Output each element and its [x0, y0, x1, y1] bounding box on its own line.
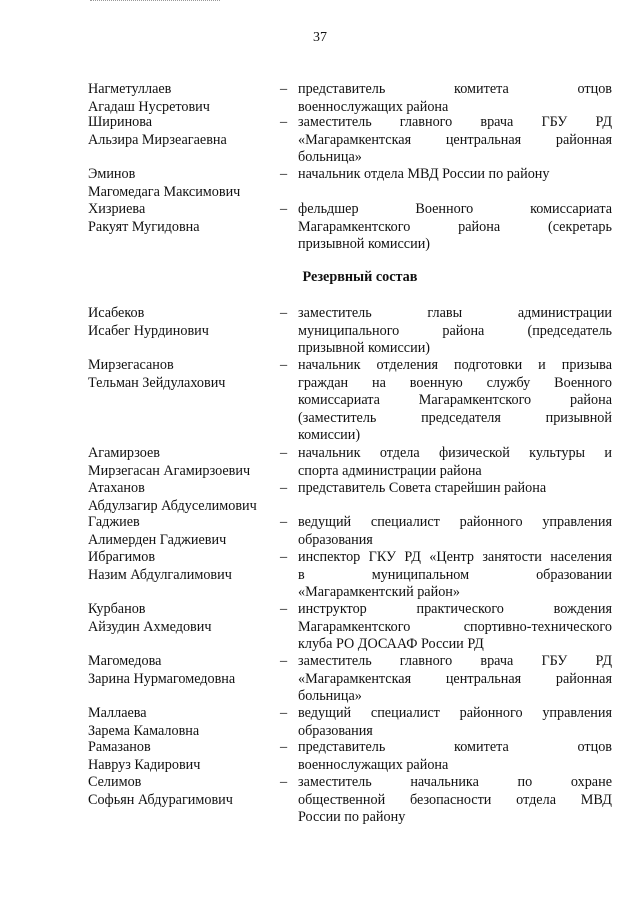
dash-separator: – [280, 201, 288, 217]
position-line: клуба РО ДОСААФ России РД [298, 636, 484, 652]
member-surname: Курбанов [88, 601, 146, 617]
member-position [298, 705, 612, 740]
position-line: фельдшер Военного комиссариата [298, 201, 612, 217]
reserve-section-title: Резервный состав [302, 269, 418, 285]
position-line: военнослужащих района [298, 756, 449, 773]
member-position [298, 774, 612, 827]
member-position [298, 81, 612, 116]
member-surname: Ширинова [88, 114, 153, 130]
position-line: общественной безопасности отдела МВД [298, 791, 612, 808]
dash-separator: – [280, 114, 288, 130]
position-line: больница» [298, 149, 362, 165]
dash-separator: – [280, 705, 288, 721]
dash-separator: – [280, 739, 288, 755]
member-given-name: Исабег Нурдинович [88, 322, 209, 339]
member-entry [88, 114, 612, 174]
scan-artifact [90, 0, 220, 3]
position-line: (заместитель председателя призывной [298, 409, 612, 426]
member-name [88, 305, 278, 340]
position-line: призывной комиссии) [298, 236, 431, 252]
member-surname: Рамазанов [88, 739, 151, 755]
position-line: представитель комитета отцов [298, 739, 612, 755]
member-name [88, 549, 278, 584]
position-line: ведущий специалист районного управления [298, 514, 612, 530]
member-position [298, 739, 612, 774]
dash-separator: – [280, 653, 288, 669]
member-surname: Мирзегасанов [88, 357, 174, 373]
member-given-name: Зарема Камаловна [88, 722, 200, 739]
member-name [88, 705, 278, 740]
member-position [298, 357, 612, 445]
member-name [88, 601, 278, 636]
position-line: «Магарамкентская центральная районная [298, 670, 612, 687]
member-entry [88, 549, 612, 609]
member-given-name: Магомедага Максимович [88, 183, 241, 200]
member-surname: Исабеков [88, 305, 145, 321]
position-line: больница» [298, 688, 362, 704]
member-entry [88, 201, 612, 261]
position-line: Магарамкентского района (секретарь [298, 218, 612, 235]
member-surname: Атаханов [88, 480, 145, 496]
position-line: призывной комиссии) [298, 340, 431, 356]
member-given-name: Альзира Мирзеагаевна [88, 131, 227, 148]
member-name [88, 739, 278, 774]
position-line: «Магарамкентский район» [298, 584, 460, 600]
member-given-name: Агадаш Нусретович [88, 98, 210, 115]
position-line: «Магарамкентская центральная районная [298, 131, 612, 148]
member-name [88, 166, 278, 201]
member-given-name: Алимерден Гаджиевич [88, 531, 227, 548]
member-name [88, 357, 278, 392]
position-line: начальник отдела физической культуры и [298, 445, 612, 461]
position-line: представитель комитета отцов [298, 81, 612, 97]
member-surname: Ибрагимов [88, 549, 156, 565]
member-name [88, 114, 278, 149]
member-name [88, 445, 278, 480]
member-given-name: Назим Абдулгалимович [88, 566, 232, 583]
dash-separator: – [280, 480, 288, 496]
member-given-name: Абдулзагир Абдуселимович [88, 497, 257, 514]
member-position [298, 305, 612, 358]
dash-separator: – [280, 549, 288, 565]
position-line: России по району [298, 809, 406, 825]
dash-separator: – [280, 305, 288, 321]
member-given-name: Софьян Абдурагимович [88, 791, 233, 808]
member-position [298, 549, 612, 602]
member-entry [88, 357, 612, 443]
member-given-name: Мирзегасан Агамирзоевич [88, 462, 251, 479]
member-name [88, 81, 278, 116]
position-line: в муниципальном образовании [298, 566, 612, 583]
position-line: спорта администрации района [298, 462, 482, 479]
member-surname: Агамирзоев [88, 445, 160, 461]
position-line: военнослужащих района [298, 98, 449, 115]
position-line: начальник отделения подготовки и призыва [298, 357, 612, 373]
member-position [298, 514, 612, 549]
member-name [88, 514, 278, 549]
member-given-name: Зарина Нурмагомедовна [88, 670, 236, 687]
member-name [88, 201, 278, 236]
position-line: инструктор практического вождения [298, 601, 612, 617]
member-name [88, 653, 278, 688]
position-line: образования [298, 531, 373, 548]
member-surname: Маллаева [88, 705, 147, 721]
position-line: комиссии) [298, 427, 361, 443]
position-line: образования [298, 722, 373, 739]
member-given-name: Ракуят Мугидовна [88, 218, 200, 235]
member-position [298, 480, 612, 498]
position-line: Магарамкентского спортивно-технического [298, 618, 612, 635]
dash-separator: – [280, 514, 288, 530]
member-surname: Магомедова [88, 653, 162, 669]
position-line: муниципального района (председатель [298, 322, 612, 339]
member-position [298, 114, 612, 167]
position-line: инспектор ГКУ РД «Центр занятости населения [298, 549, 612, 565]
position-line: заместитель главного врача ГБУ РД [298, 114, 612, 130]
dash-separator: – [280, 601, 288, 617]
member-surname: Гаджиев [88, 514, 140, 530]
member-position [298, 166, 612, 184]
member-entry [88, 305, 612, 365]
position-line: заместитель начальника по охране [298, 774, 612, 790]
member-entry [88, 774, 612, 834]
position-line: заместитель главы администрации [298, 305, 612, 321]
member-given-name: Айзудин Ахмедович [88, 618, 212, 635]
member-position [298, 601, 612, 654]
position-line: представитель Совета старейшин района [298, 480, 547, 496]
dash-separator: – [280, 81, 288, 97]
member-given-name: Тельман Зейдулахович [88, 374, 226, 391]
member-surname: Нагметуллаев [88, 81, 172, 97]
member-position [298, 445, 612, 480]
dash-separator: – [280, 357, 288, 373]
position-line: граждан на военную службу Военного [298, 374, 612, 391]
member-entry [88, 601, 612, 661]
page-number: 37 [313, 30, 327, 45]
position-line: комиссариата Магарамкентского района [298, 392, 612, 408]
member-position [298, 653, 612, 706]
member-name [88, 480, 278, 515]
position-line: начальник отдела МВД России по району [298, 166, 550, 182]
member-surname: Хизриева [88, 201, 146, 217]
position-line: ведущий специалист районного управления [298, 705, 612, 721]
dash-separator: – [280, 166, 288, 182]
dash-separator: – [280, 445, 288, 461]
member-surname: Селимов [88, 774, 142, 790]
member-given-name: Навруз Кадирович [88, 756, 201, 773]
position-line: заместитель главного врача ГБУ РД [298, 653, 612, 669]
member-entry [88, 653, 612, 713]
member-surname: Эминов [88, 166, 136, 182]
member-name [88, 774, 278, 809]
member-position [298, 201, 612, 254]
dash-separator: – [280, 774, 288, 790]
